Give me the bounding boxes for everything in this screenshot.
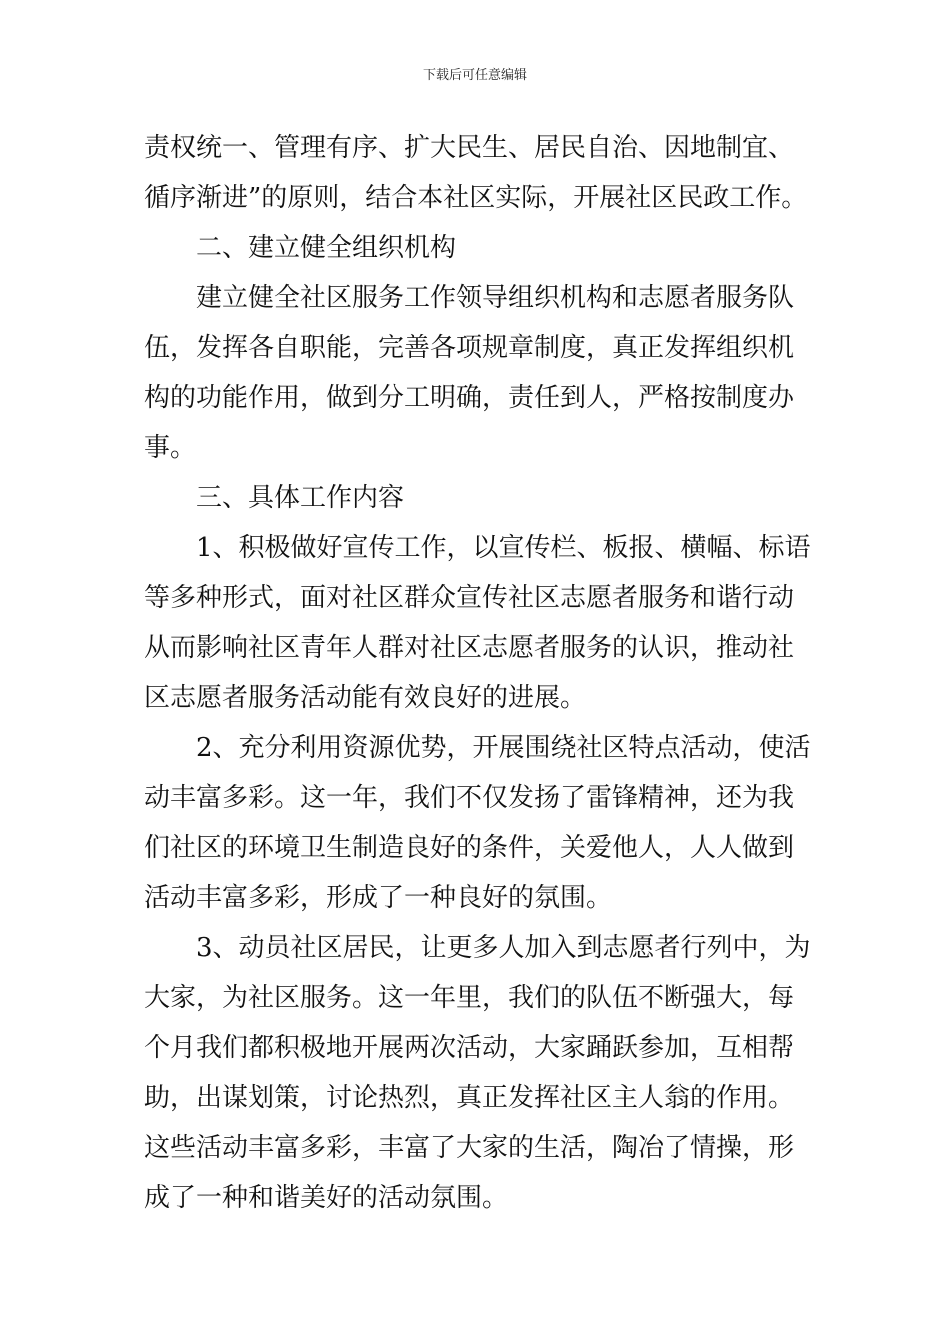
text-line: 事。 bbox=[144, 433, 197, 463]
text-line: 成了一种和谐美好的活动氛围。 bbox=[144, 1183, 509, 1213]
text-line: 伍，发挥各自职能，完善各项规章制度，真正发挥组织机 bbox=[144, 333, 795, 363]
text-line: 循序渐进”的原则，结合本社区实际，开展社区民政工作。 bbox=[144, 183, 808, 213]
text-line: 这些活动丰富多彩，丰富了大家的生活，陶冶了情操，形 bbox=[144, 1133, 795, 1163]
text-line: 等多种形式，面对社区群众宣传社区志愿者服务和谐行动 bbox=[144, 583, 795, 613]
text-line: 构的功能作用，做到分工明确，责任到人，严格按制度办 bbox=[144, 383, 795, 413]
text-line: 建立健全社区服务工作领导组织机构和志愿者服务队 bbox=[196, 283, 795, 313]
text-line: 从而影响社区青年人群对社区志愿者服务的认识，推动社 bbox=[144, 633, 795, 663]
text-line: 责权统一、管理有序、扩大民生、居民自治、因地制宜、 bbox=[144, 133, 795, 163]
text-line: 区志愿者服务活动能有效良好的进展。 bbox=[144, 683, 587, 713]
text-line: 们社区的环境卫生制造良好的条件，关爱他人，人人做到 bbox=[144, 833, 795, 863]
page-header: 下载后可任意编辑 bbox=[422, 68, 527, 83]
section-heading: 三、具体工作内容 bbox=[196, 483, 405, 513]
text-line: 活动丰富多彩，形成了一种良好的氛围。 bbox=[144, 883, 613, 913]
text-line: 动丰富多彩。这一年，我们不仅发扬了雷锋精神，还为我 bbox=[144, 783, 795, 813]
text-line: 大家，为社区服务。这一年里，我们的队伍不断强大，每 bbox=[144, 983, 795, 1013]
text-line: 3、动员社区居民，让更多人加入到志愿者行列中，为 bbox=[196, 933, 811, 963]
text-line: 1、积极做好宣传工作，以宣传栏、板报、横幅、标语 bbox=[196, 533, 811, 563]
text-line: 个月我们都积极地开展两次活动，大家踊跃参加，互相帮 bbox=[144, 1033, 795, 1063]
text-line: 助，出谋划策，讨论热烈，真正发挥社区主人翁的作用。 bbox=[144, 1083, 795, 1113]
section-heading: 二、建立健全组织机构 bbox=[196, 233, 457, 263]
text-line: 2、充分利用资源优势，开展围绕社区特点活动，使活 bbox=[196, 733, 811, 763]
